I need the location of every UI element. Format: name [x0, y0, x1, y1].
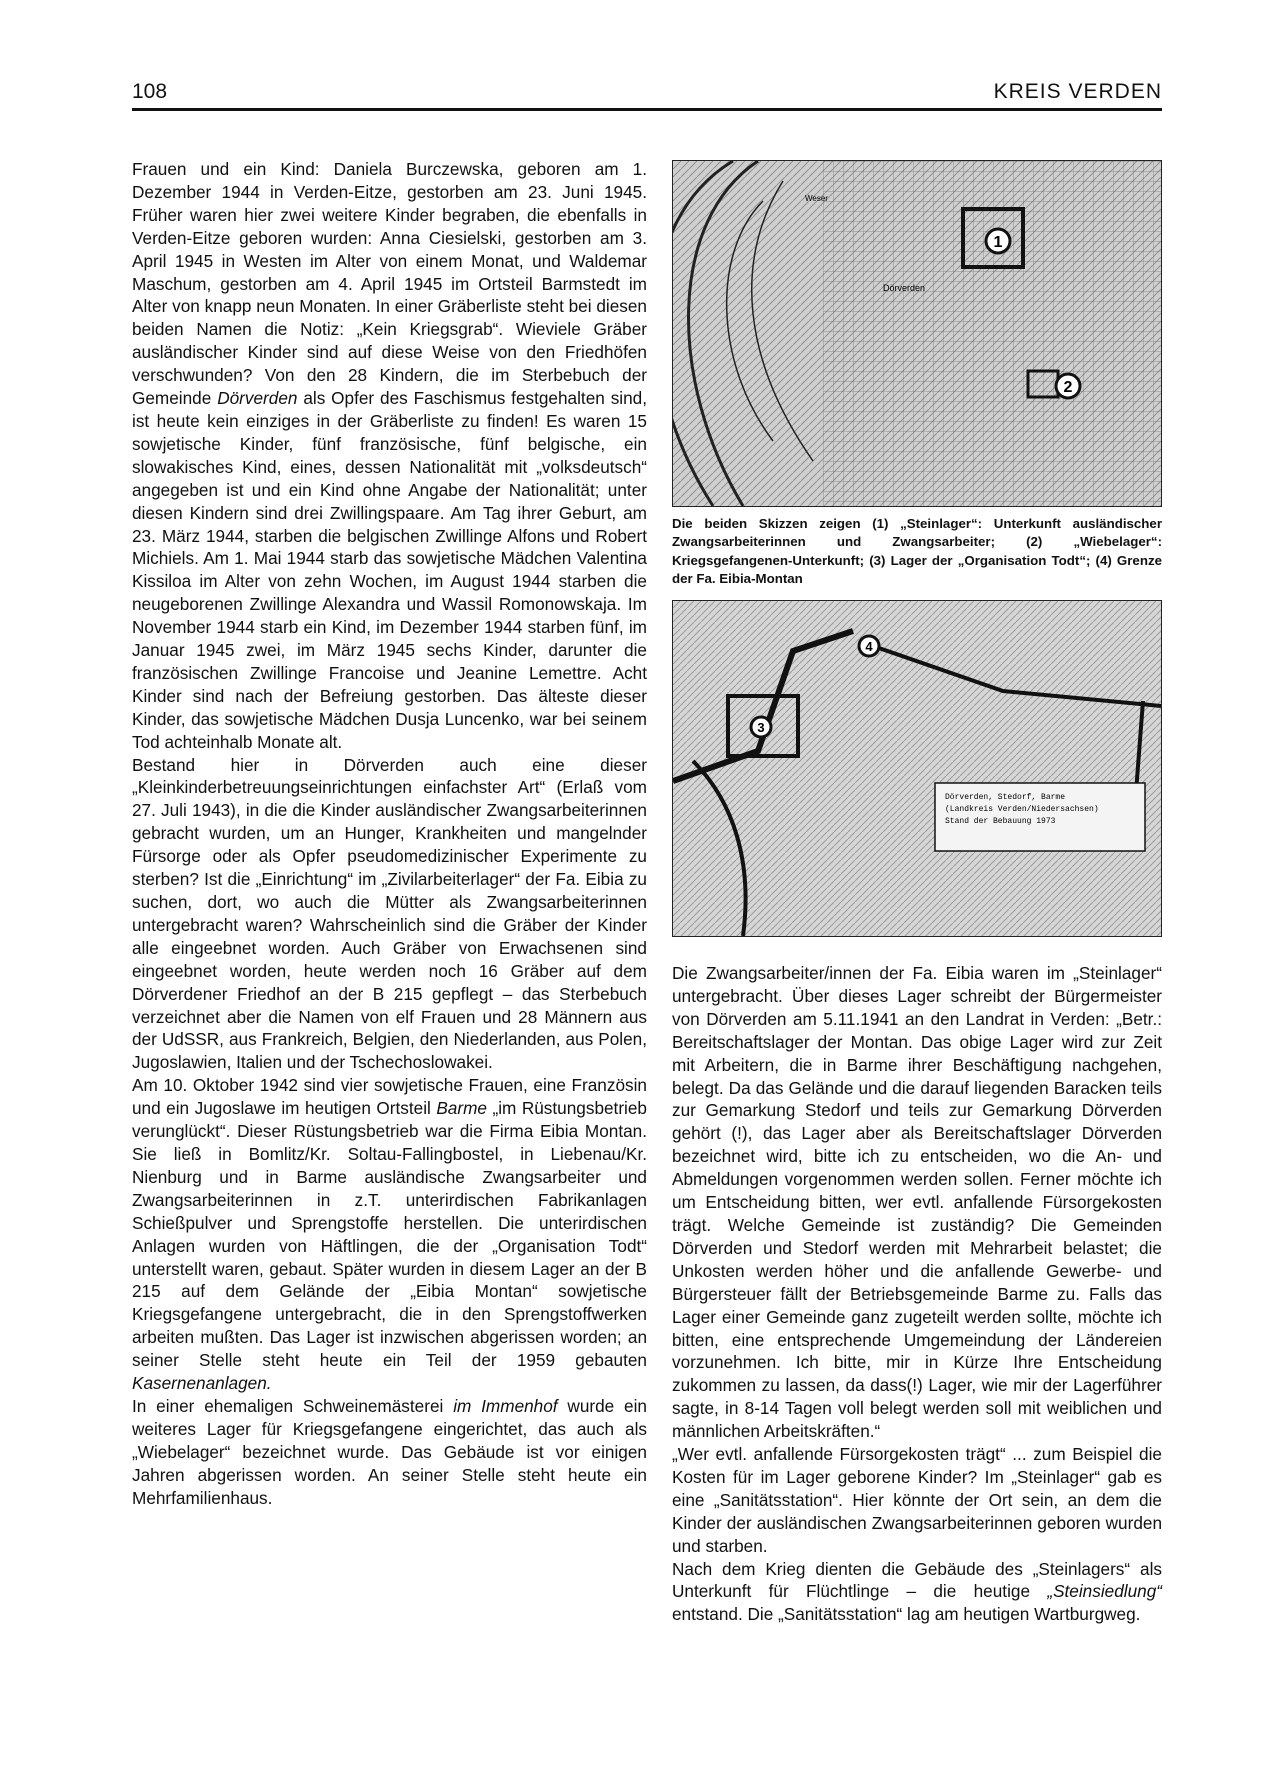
- map-town-label: Dörverden: [883, 283, 926, 293]
- paragraph: Frauen und ein Kind: Daniela Burczewska, geboren am 1. Dezember 1944 in Verden-Eitze, gestorben am 23. Juni 1945. Früher waren hier zwei weitere Kinder begraben, die ebenfalls in Verden-Eitze geboren wurden: Anna Ciesielski, gestorben am 3. April 1945 in Westen im Alter von einem Monat, und Waldemar Maschum, gestorben am 4. April 1945 im Ortsteil Barmstedt im Alter von knapp neun Monaten. In einer Gräberliste steht bei diesen beiden Namen die Notiz: „Kein Kriegsgrab“. Wieviele Gräber ausländischer Kinder sind auf diese Weise von den Friedhöfen verschwunden? Von den 28 Kindern, die im Sterbebuch der Gemeinde Dörverden als Opfer des Faschismus festgehalten sind, ist heute kein einziges in der Gräberliste zu finden! Es waren 15 sowjetische Kinder, fünf französische, fünf belgische, ein slowakisches Kind, eines, dessen Nationalität mit „volksdeutsch“ angegeben ist und ein Kind ohne Angabe der Nationalität; unter diesen Kindern sind drei Zwillingspaare. Am Tag ihrer Geburt, am 23. März 1944, starben die belgischen Zwillinge Alfons und Robert Michiels. Am 1. Mai 1944 starb das sowjetische Mädchen Valentina Kissiloa im Alter von zehn Wochen, im August 1944 starben die neugeborenen Zwillinge Alexandra und Wassil Romonowskaja. Im November 1944 starb ein Kind, im Dezember 1944 starben fünf, im Januar 1945 zwei, im März 1945 sechs Kinder, darunter die französischen Zwillinge Francoise und Jeanine Lemettre. Acht Kinder sind nach der Befreiung gestorben. Das älteste dieser Kinder, das sowjetische Mädchen Dusja Luncenko, war bei seinem Tod achteinhalb Monate alt.: [132, 159, 648, 752]
- running-head: KREIS VERDEN: [993, 80, 1162, 103]
- map-river-label: Weser: [805, 194, 828, 203]
- paragraph: In einer ehemaligen Schweinemästerei im Immenhof wurde ein weiteres Lager für Kriegsgefangene eingerichtet, das auch als „Wiebelager“ bezeichnet wurde. Das Gebäude ist vor einigen Jahren abgerissen worden. An seiner Stelle steht heute ein Mehrfamilienhaus.: [132, 1395, 647, 1508]
- map-legend-line-1: Dörverden, Stedorf, Barme: [945, 793, 1066, 802]
- map-marker-3: 3: [757, 720, 765, 735]
- paragraph: „Wer evtl. anfallende Fürsorgekosten trägt“ ... zum Beispiel die Kosten für im Lager geborene Kinder? Im „Steinlager“ gab es eine „Sanitätsstation“. Hier könnte der Ort sein, an dem die Kinder der ausländischen Zwangsarbeiterinnen geboren wurden und starben.: [672, 1444, 1162, 1556]
- paragraph: Bestand hier in Dörverden auch eine dieser „Kleinkinderbetreuungseinrichtungen einfachster Art“ (Erlaß vom 27. Juli 1943), in die die Kinder ausländischer Zwangsarbeiterinnen gebracht wurden, um an Hunger, Krankheiten und mangelnder Fürsorge oder als Opfer pseudomedizinischer Experimente zu sterben? Ist die „Einrichtung“ im „Zivilarbeiterlager“ der Fa. Eibia zu suchen, dort, wo auch die Mütter als Zwangsarbeiterinnen untergebracht waren? Wahrscheinlich sind die Gräber der Kinder alle eingeebnet worden. Auch Gräber von Erwachsenen sind eingeebnet worden, heute werden noch 16 Gräber auf dem Dörverdener Friedhof an der B 215 gepflegt – das Sterbebuch verzeichnet aber die Namen von elf Frauen und 28 Männern aus der UdSSR, aus Frankreich, Belgien, den Niederlanden, aus Polen, Jugoslawien, Italien und der Tschechoslowakei.: [132, 754, 647, 1073]
- map-legend-line-3: Stand der Bebauung 1973: [945, 817, 1056, 826]
- header-rule: [132, 108, 1162, 111]
- paragraph: Am 10. Oktober 1942 sind vier sowjetische Frauen, eine Französin und ein Jugoslawe im heutigen Ortsteil Barme „im Rüstungsbetrieb verunglückt“. Dieser Rüstungsbetrieb war die Firma Eibia Montan. Sie ließ in Bomlitz/Kr. Soltau-Fallingbostel, in Liebenau/Kr. Nienburg und in Barme ausländische Zwangsarbeiter und Zwangsarbeiterinnen in z.T. unterirdischen Fabrikanlagen Schießpulver und Sprengstoffe herstellen. Die unterirdischen Anlagen wurden von Häftlingen, die der „Organisation Todt“ unterstellt waren, gebaut. Später wurden in diesem Lager an der B 215 auf dem Gelände der „Eibia Montan“ sowjetische Kriegsgefangene untergebracht, die in den Sprengstoffwerken arbeiten mußten. Das Lager ist inzwischen abgerissen worden; an seiner Stelle steht heute ein Teil der 1959 gebauten Kasernenanlagen.: [132, 1075, 647, 1394]
- paragraph: Die Zwangsarbeiter/innen der Fa. Eibia waren im „Steinlager“ untergebracht. Über dieses Lager schreibt der Bürgermeister von Dörverden am 5.11.1941 an den Landrat in Verden: „Betr.: Bereitschaftslager der Montan. Das obige Lager wird zur Zeit mit Arbeitern, die in Barme ihrer Beschäftigung nachgehen, belegt. Da das Gelände und die darauf liegenden Baracken teils zur Gemarkung Stedorf und teils zur Gemarkung Dörverden gehört (!), das Lager aber als Bereitschaftslager Dörverden bezeichnet wird, bitte ich zu entscheiden, wo die An- und Abmeldungen vorgenommen werden sollen. Ferner möchte ich um Entscheidung bitten, wer evtl. anfallende Fürsorgekosten trägt. Welche Gemeinde ist zuständig? Die Gemeinden Dörverden und Stedorf werden mit Mehrarbeit belastet; die Unkosten werden höher und die anfallende Gewerbe- und Bürgersteuer fällt der Betriebsgemeinde Barme zu. Falls das Lager einer Gemeinde ganz zugeteilt werden sollte, möchte ich bitten, eine entsprechende Umgemeindung der Ländereien vorzunehmen. Ich bitte, mir in Kürze Ihre Entscheidung zukommen zu lassen, da dass(!) Lager, wie mir der Lagerführer sagte, in 8-14 Tagen voll belegt werden soll mit weiblichen und männlichen Arbeitskräften.“: [672, 963, 1162, 1442]
- paragraph: Nach dem Krieg dienten die Gebäude des „Steinlagers“ als Unterkunft für Flüchtlinge – die heutige „Steinsiedlung“ entstand. Die „Sanitätsstation“ lag am heutigen Wartburgweg.: [672, 1558, 1162, 1625]
- right-column: [672, 962, 1162, 1626]
- map-barme-sketch: [672, 600, 1162, 937]
- map-marker-2: 2: [1063, 379, 1073, 396]
- figure-caption: Die beiden Skizzen zeigen (1) „Steinlager“: Unterkunft ausländischer Zwangsarbeiterinnen und Zwangsarbeiter; (2) „Wiebelager“: Kriegsgefangenen-Unterkunft; (3) Lager der „Organisation Todt“; (4) Grenze der Fa. Eibia-Montan: [672, 516, 1162, 586]
- map-marker-1: 1: [993, 234, 1003, 251]
- page-header: [132, 74, 1162, 108]
- left-column: [132, 158, 647, 1509]
- map-marker-4: 4: [865, 639, 873, 654]
- map-legend-line-2: (Landkreis Verden/Niedersachsen): [945, 805, 1099, 814]
- page-number: 108: [132, 80, 168, 103]
- map-steinlager-sketch: [672, 160, 1162, 507]
